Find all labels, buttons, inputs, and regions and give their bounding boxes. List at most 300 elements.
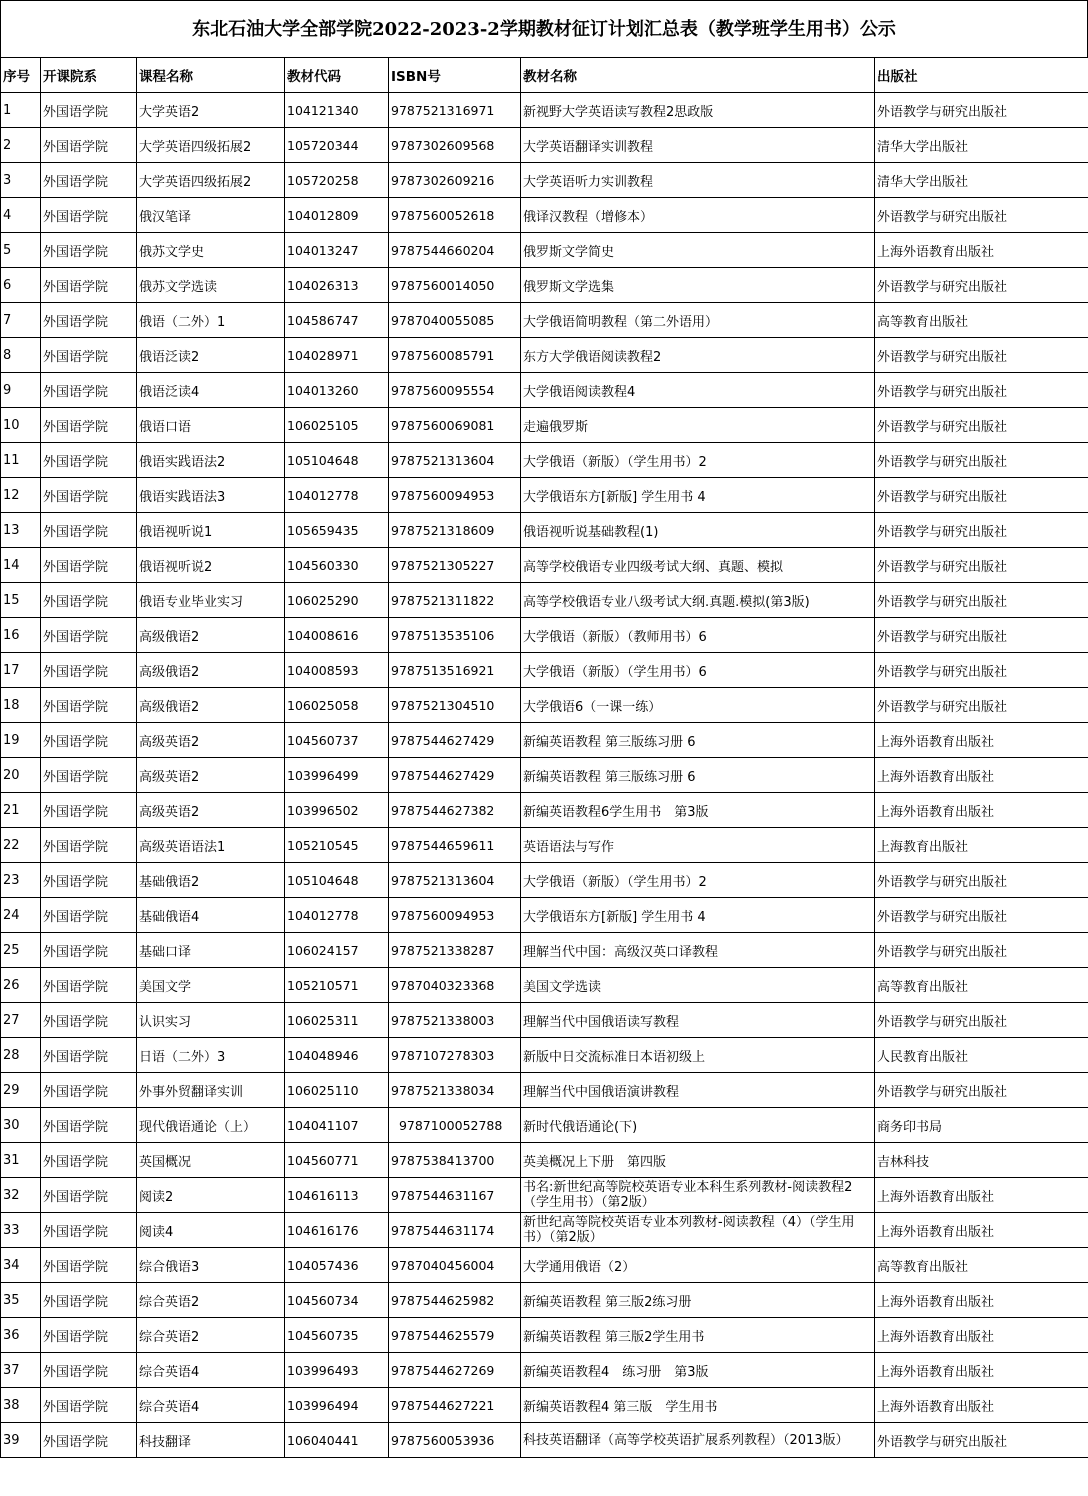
table-row	[1, 408, 1088, 443]
cell-course-name: 综合英语2	[137, 1318, 285, 1353]
cell-row-index: 19	[1, 723, 41, 758]
cell-row-index: 10	[1, 408, 41, 443]
cell-course-name: 日语（二外）3	[137, 1038, 285, 1073]
table-body	[1, 93, 1088, 1458]
cell-isbn: 9787544631167	[389, 1178, 521, 1213]
cell-course-name: 大学英语四级拓展2	[137, 163, 285, 198]
cell-department: 外国语学院	[41, 1423, 137, 1458]
cell-course-name: 俄苏文学选读	[137, 268, 285, 303]
table-row	[1, 163, 1088, 198]
cell-department: 外国语学院	[41, 618, 137, 653]
cell-textbook-name: 新编英语教程6学生用书 第3版	[521, 793, 875, 828]
cell-isbn: 9787521338034	[389, 1073, 521, 1108]
table-row	[1, 1213, 1088, 1248]
cell-textbook-name: 俄语视听说基础教程(1)	[521, 513, 875, 548]
cell-textbook-name: 大学英语翻译实训教程	[521, 128, 875, 163]
cell-textbook-name: 走遍俄罗斯	[521, 408, 875, 443]
cell-isbn: 9787560014050	[389, 268, 521, 303]
cell-publisher: 上海外语教育出版社	[875, 1178, 1088, 1213]
cell-textbook-code: 104026313	[285, 268, 389, 303]
cell-publisher: 上海外语教育出版社	[875, 1353, 1088, 1388]
cell-textbook-name: 新编英语教程 第三版练习册 6	[521, 758, 875, 793]
cell-textbook-name: 大学俄语东方[新版] 学生用书 4	[521, 898, 875, 933]
cell-textbook-name: 高等学校俄语专业四级考试大纲、真题、模拟	[521, 548, 875, 583]
cell-textbook-name: 英美概况上下册 第四版	[521, 1143, 875, 1178]
cell-textbook-code: 106025290	[285, 583, 389, 618]
cell-textbook-name: 大学通用俄语（2）	[521, 1248, 875, 1283]
table-row	[1, 968, 1088, 1003]
cell-course-name: 英国概况	[137, 1143, 285, 1178]
cell-isbn: 9787100052788	[389, 1108, 521, 1143]
cell-publisher: 外语教学与研究出版社	[875, 688, 1088, 723]
cell-textbook-name: 东方大学俄语阅读教程2	[521, 338, 875, 373]
cell-row-index: 25	[1, 933, 41, 968]
cell-department: 外国语学院	[41, 758, 137, 793]
cell-row-index: 5	[1, 233, 41, 268]
cell-row-index: 27	[1, 1003, 41, 1038]
cell-department: 外国语学院	[41, 1213, 137, 1248]
table-row	[1, 1283, 1088, 1318]
cell-course-name: 外事外贸翻译实训	[137, 1073, 285, 1108]
cell-department: 外国语学院	[41, 723, 137, 758]
cell-isbn: 9787560052618	[389, 198, 521, 233]
cell-publisher: 外语教学与研究出版社	[875, 93, 1088, 128]
table-row	[1, 1388, 1088, 1423]
cell-isbn: 9787107278303	[389, 1038, 521, 1073]
cell-isbn: 9787521311822	[389, 583, 521, 618]
cell-publisher: 高等教育出版社	[875, 303, 1088, 338]
cell-row-index: 29	[1, 1073, 41, 1108]
cell-course-name: 高级英语2	[137, 723, 285, 758]
cell-department: 外国语学院	[41, 793, 137, 828]
table-row	[1, 1038, 1088, 1073]
cell-publisher: 外语教学与研究出版社	[875, 898, 1088, 933]
cell-department: 外国语学院	[41, 198, 137, 233]
cell-publisher: 外语教学与研究出版社	[875, 268, 1088, 303]
cell-textbook-code: 104028971	[285, 338, 389, 373]
cell-publisher: 上海外语教育出版社	[875, 1318, 1088, 1353]
page-title: 东北石油大学全部学院2022-2023-2学期教材征订计划汇总表（教学班学生用书）公示	[0, 0, 1088, 57]
cell-course-name: 阅读2	[137, 1178, 285, 1213]
cell-textbook-code: 105720344	[285, 128, 389, 163]
cell-textbook-name: 新版中日交流标准日本语初级上	[521, 1038, 875, 1073]
cell-isbn: 9787521318609	[389, 513, 521, 548]
cell-isbn: 9787560094953	[389, 898, 521, 933]
cell-row-index: 34	[1, 1248, 41, 1283]
cell-course-name: 综合英语2	[137, 1283, 285, 1318]
cell-publisher: 上海外语教育出版社	[875, 758, 1088, 793]
cell-isbn: 9787544627429	[389, 723, 521, 758]
cell-department: 外国语学院	[41, 1003, 137, 1038]
cell-textbook-code: 105104648	[285, 443, 389, 478]
cell-textbook-code: 104008616	[285, 618, 389, 653]
table-row	[1, 338, 1088, 373]
header-col-isbn: ISBN号	[389, 58, 521, 93]
cell-textbook-name: 理解当代中国俄语读写教程	[521, 1003, 875, 1038]
cell-textbook-name: 大学英语听力实训教程	[521, 163, 875, 198]
cell-department: 外国语学院	[41, 863, 137, 898]
cell-textbook-name: 科技英语翻译（高等学校英语扩展系列教程）（2013版）	[521, 1423, 875, 1458]
cell-publisher: 外语教学与研究出版社	[875, 548, 1088, 583]
cell-publisher: 上海外语教育出版社	[875, 723, 1088, 758]
cell-isbn: 9787560053936	[389, 1423, 521, 1458]
cell-textbook-code: 106040441	[285, 1423, 389, 1458]
cell-textbook-name: 大学俄语（新版）（教师用书）6	[521, 618, 875, 653]
cell-textbook-name: 新编英语教程4 练习册 第3版	[521, 1353, 875, 1388]
cell-row-index: 36	[1, 1318, 41, 1353]
cell-course-name: 高级英语2	[137, 793, 285, 828]
header-col-department: 开课院系	[41, 58, 137, 93]
table-row	[1, 1423, 1088, 1458]
cell-textbook-name: 理解当代中国俄语演讲教程	[521, 1073, 875, 1108]
cell-textbook-name: 大学俄语简明教程（第二外语用）	[521, 303, 875, 338]
cell-textbook-code: 104012778	[285, 478, 389, 513]
cell-isbn: 9787040055085	[389, 303, 521, 338]
cell-textbook-code: 104560330	[285, 548, 389, 583]
cell-publisher: 人民教育出版社	[875, 1038, 1088, 1073]
cell-course-name: 综合俄语3	[137, 1248, 285, 1283]
cell-textbook-code: 106024157	[285, 933, 389, 968]
cell-isbn: 9787544625982	[389, 1283, 521, 1318]
table-row	[1, 933, 1088, 968]
cell-course-name: 俄汉笔译	[137, 198, 285, 233]
cell-textbook-code: 105210571	[285, 968, 389, 1003]
cell-isbn: 9787544627269	[389, 1353, 521, 1388]
cell-department: 外国语学院	[41, 898, 137, 933]
cell-row-index: 9	[1, 373, 41, 408]
cell-department: 外国语学院	[41, 688, 137, 723]
cell-department: 外国语学院	[41, 233, 137, 268]
cell-row-index: 17	[1, 653, 41, 688]
cell-publisher: 外语教学与研究出版社	[875, 338, 1088, 373]
cell-textbook-code: 104616113	[285, 1178, 389, 1213]
header-col-publisher: 出版社	[875, 58, 1088, 93]
cell-publisher: 外语教学与研究出版社	[875, 1423, 1088, 1458]
cell-row-index: 31	[1, 1143, 41, 1178]
header-col-course-name: 课程名称	[137, 58, 285, 93]
cell-textbook-name: 大学俄语东方[新版] 学生用书 4	[521, 478, 875, 513]
cell-publisher: 外语教学与研究出版社	[875, 618, 1088, 653]
cell-textbook-name: 大学俄语（新版）（学生用书）6	[521, 653, 875, 688]
cell-row-index: 13	[1, 513, 41, 548]
cell-course-name: 俄语泛读2	[137, 338, 285, 373]
cell-textbook-name: 大学俄语阅读教程4	[521, 373, 875, 408]
cell-textbook-code: 105104648	[285, 863, 389, 898]
table-row	[1, 1143, 1088, 1178]
cell-row-index: 35	[1, 1283, 41, 1318]
cell-textbook-code: 106025110	[285, 1073, 389, 1108]
cell-department: 外国语学院	[41, 548, 137, 583]
table-row	[1, 1353, 1088, 1388]
cell-department: 外国语学院	[41, 1073, 137, 1108]
table-row	[1, 583, 1088, 618]
cell-department: 外国语学院	[41, 93, 137, 128]
cell-department: 外国语学院	[41, 1283, 137, 1318]
cell-textbook-code: 106025058	[285, 688, 389, 723]
cell-publisher: 高等教育出版社	[875, 1248, 1088, 1283]
cell-course-name: 现代俄语通论（上）	[137, 1108, 285, 1143]
cell-row-index: 26	[1, 968, 41, 1003]
cell-textbook-name: 书名:新世纪高等院校英语专业本科生系列教材-阅读教程2（学生用书）（第2版）	[521, 1178, 875, 1213]
cell-row-index: 4	[1, 198, 41, 233]
table-row	[1, 1073, 1088, 1108]
cell-course-name: 俄语口语	[137, 408, 285, 443]
cell-isbn: 9787544627429	[389, 758, 521, 793]
table-row	[1, 723, 1088, 758]
table-row	[1, 1003, 1088, 1038]
cell-textbook-code: 103996502	[285, 793, 389, 828]
cell-isbn: 9787040456004	[389, 1248, 521, 1283]
cell-course-name: 综合英语4	[137, 1353, 285, 1388]
cell-textbook-name: 俄罗斯文学简史	[521, 233, 875, 268]
cell-isbn: 9787521305227	[389, 548, 521, 583]
cell-department: 外国语学院	[41, 338, 137, 373]
cell-textbook-code: 104560735	[285, 1318, 389, 1353]
cell-textbook-code: 104616176	[285, 1213, 389, 1248]
cell-textbook-code: 104121340	[285, 93, 389, 128]
cell-textbook-code: 105720258	[285, 163, 389, 198]
cell-row-index: 32	[1, 1178, 41, 1213]
cell-textbook-code: 105210545	[285, 828, 389, 863]
cell-department: 外国语学院	[41, 1388, 137, 1423]
cell-row-index: 18	[1, 688, 41, 723]
cell-textbook-code: 106025105	[285, 408, 389, 443]
cell-department: 外国语学院	[41, 1248, 137, 1283]
cell-publisher: 商务印书局	[875, 1108, 1088, 1143]
cell-textbook-code: 104013247	[285, 233, 389, 268]
cell-textbook-name: 新编英语教程 第三版2学生用书	[521, 1318, 875, 1353]
table-row	[1, 1178, 1088, 1213]
cell-course-name: 科技翻译	[137, 1423, 285, 1458]
cell-course-name: 高级俄语2	[137, 618, 285, 653]
cell-isbn: 9787538413700	[389, 1143, 521, 1178]
cell-course-name: 俄语视听说2	[137, 548, 285, 583]
table-row	[1, 548, 1088, 583]
cell-course-name: 高级英语2	[137, 758, 285, 793]
cell-textbook-name: 英语语法与写作	[521, 828, 875, 863]
cell-course-name: 俄语专业毕业实习	[137, 583, 285, 618]
table-row	[1, 758, 1088, 793]
cell-course-name: 俄语视听说1	[137, 513, 285, 548]
cell-isbn: 9787521313604	[389, 443, 521, 478]
cell-publisher: 外语教学与研究出版社	[875, 933, 1088, 968]
cell-department: 外国语学院	[41, 933, 137, 968]
cell-publisher: 外语教学与研究出版社	[875, 653, 1088, 688]
cell-textbook-code: 106025311	[285, 1003, 389, 1038]
cell-course-name: 美国文学	[137, 968, 285, 1003]
cell-course-name: 基础口译	[137, 933, 285, 968]
cell-isbn: 9787544627382	[389, 793, 521, 828]
cell-row-index: 3	[1, 163, 41, 198]
cell-row-index: 22	[1, 828, 41, 863]
cell-publisher: 吉林科技	[875, 1143, 1088, 1178]
cell-row-index: 14	[1, 548, 41, 583]
cell-textbook-name: 俄罗斯文学选集	[521, 268, 875, 303]
cell-course-name: 综合英语4	[137, 1388, 285, 1423]
cell-textbook-name: 俄译汉教程（增修本）	[521, 198, 875, 233]
cell-row-index: 24	[1, 898, 41, 933]
cell-textbook-code: 104057436	[285, 1248, 389, 1283]
cell-course-name: 大学英语四级拓展2	[137, 128, 285, 163]
cell-textbook-name: 新编英语教程 第三版练习册 6	[521, 723, 875, 758]
cell-isbn: 9787302609216	[389, 163, 521, 198]
cell-textbook-code: 104048946	[285, 1038, 389, 1073]
cell-isbn: 9787521338003	[389, 1003, 521, 1038]
cell-publisher: 清华大学出版社	[875, 128, 1088, 163]
cell-row-index: 15	[1, 583, 41, 618]
cell-publisher: 外语教学与研究出版社	[875, 1003, 1088, 1038]
cell-course-name: 阅读4	[137, 1213, 285, 1248]
cell-publisher: 清华大学出版社	[875, 163, 1088, 198]
cell-isbn: 9787560069081	[389, 408, 521, 443]
cell-course-name: 高级俄语2	[137, 688, 285, 723]
cell-publisher: 外语教学与研究出版社	[875, 198, 1088, 233]
cell-publisher: 外语教学与研究出版社	[875, 408, 1088, 443]
header-row	[1, 58, 1088, 93]
cell-textbook-name: 新世纪高等院校英语专业本列教材-阅读教程（4）（学生用书）（第2版）	[521, 1213, 875, 1248]
table-row	[1, 1248, 1088, 1283]
table-row	[1, 443, 1088, 478]
cell-publisher: 上海外语教育出版社	[875, 1388, 1088, 1423]
cell-textbook-name: 大学俄语6（一课一练）	[521, 688, 875, 723]
cell-row-index: 11	[1, 443, 41, 478]
cell-publisher: 上海外语教育出版社	[875, 793, 1088, 828]
table-row	[1, 1318, 1088, 1353]
table-row	[1, 93, 1088, 128]
cell-row-index: 7	[1, 303, 41, 338]
table-row	[1, 373, 1088, 408]
cell-course-name: 俄语实践语法3	[137, 478, 285, 513]
cell-textbook-code: 105659435	[285, 513, 389, 548]
cell-isbn: 9787560094953	[389, 478, 521, 513]
cell-course-name: 高级英语语法1	[137, 828, 285, 863]
cell-textbook-name: 理解当代中国：高级汉英口译教程	[521, 933, 875, 968]
cell-course-name: 基础俄语2	[137, 863, 285, 898]
header-col-textbook-code: 教材代码	[285, 58, 389, 93]
cell-department: 外国语学院	[41, 1318, 137, 1353]
table-row	[1, 303, 1088, 338]
cell-department: 外国语学院	[41, 373, 137, 408]
table-row	[1, 478, 1088, 513]
cell-isbn: 9787560095554	[389, 373, 521, 408]
cell-isbn: 9787521304510	[389, 688, 521, 723]
cell-course-name: 高级俄语2	[137, 653, 285, 688]
cell-textbook-code: 104041107	[285, 1108, 389, 1143]
cell-row-index: 16	[1, 618, 41, 653]
cell-textbook-name: 新时代俄语通论(下)	[521, 1108, 875, 1143]
cell-isbn: 9787544631174	[389, 1213, 521, 1248]
cell-course-name: 基础俄语4	[137, 898, 285, 933]
cell-course-name: 俄语（二外）1	[137, 303, 285, 338]
cell-textbook-code: 104560737	[285, 723, 389, 758]
cell-department: 外国语学院	[41, 128, 137, 163]
cell-department: 外国语学院	[41, 268, 137, 303]
table-row	[1, 1108, 1088, 1143]
cell-course-name: 认识实习	[137, 1003, 285, 1038]
cell-department: 外国语学院	[41, 478, 137, 513]
cell-department: 外国语学院	[41, 1143, 137, 1178]
cell-textbook-name: 新编英语教程4 第三版 学生用书	[521, 1388, 875, 1423]
cell-isbn: 9787544627221	[389, 1388, 521, 1423]
cell-publisher: 外语教学与研究出版社	[875, 513, 1088, 548]
cell-department: 外国语学院	[41, 583, 137, 618]
cell-textbook-code: 104012809	[285, 198, 389, 233]
cell-publisher: 外语教学与研究出版社	[875, 373, 1088, 408]
table-row	[1, 513, 1088, 548]
cell-course-name: 俄语泛读4	[137, 373, 285, 408]
cell-row-index: 39	[1, 1423, 41, 1458]
table-row	[1, 688, 1088, 723]
cell-isbn: 9787521316971	[389, 93, 521, 128]
cell-department: 外国语学院	[41, 968, 137, 1003]
cell-textbook-code: 104008593	[285, 653, 389, 688]
cell-isbn: 9787544625579	[389, 1318, 521, 1353]
cell-publisher: 上海教育出版社	[875, 828, 1088, 863]
cell-department: 外国语学院	[41, 1178, 137, 1213]
cell-department: 外国语学院	[41, 1108, 137, 1143]
cell-department: 外国语学院	[41, 1038, 137, 1073]
cell-row-index: 23	[1, 863, 41, 898]
cell-department: 外国语学院	[41, 828, 137, 863]
cell-row-index: 37	[1, 1353, 41, 1388]
table-row	[1, 828, 1088, 863]
cell-textbook-name: 大学俄语（新版）（学生用书）2	[521, 863, 875, 898]
cell-department: 外国语学院	[41, 513, 137, 548]
header-col-index: 序号	[1, 58, 41, 93]
cell-isbn: 9787513516921	[389, 653, 521, 688]
cell-textbook-name: 美国文学选读	[521, 968, 875, 1003]
cell-textbook-code: 104586747	[285, 303, 389, 338]
cell-publisher: 上海外语教育出版社	[875, 1283, 1088, 1318]
cell-row-index: 6	[1, 268, 41, 303]
table-row	[1, 863, 1088, 898]
cell-isbn: 9787040323368	[389, 968, 521, 1003]
cell-row-index: 12	[1, 478, 41, 513]
cell-isbn: 9787560085791	[389, 338, 521, 373]
cell-department: 外国语学院	[41, 1353, 137, 1388]
cell-isbn: 9787513535106	[389, 618, 521, 653]
cell-isbn: 9787521313604	[389, 863, 521, 898]
cell-publisher: 上海外语教育出版社	[875, 1213, 1088, 1248]
table-row	[1, 653, 1088, 688]
cell-textbook-code: 104560771	[285, 1143, 389, 1178]
cell-textbook-name: 新视野大学英语读写教程2思政版	[521, 93, 875, 128]
cell-course-name: 大学英语2	[137, 93, 285, 128]
cell-isbn: 9787544660204	[389, 233, 521, 268]
cell-textbook-code: 103996494	[285, 1388, 389, 1423]
cell-course-name: 俄苏文学史	[137, 233, 285, 268]
cell-textbook-code: 104560734	[285, 1283, 389, 1318]
cell-textbook-code: 103996499	[285, 758, 389, 793]
table-row	[1, 793, 1088, 828]
cell-department: 外国语学院	[41, 163, 137, 198]
cell-textbook-name: 大学俄语（新版）（学生用书）2	[521, 443, 875, 478]
cell-row-index: 20	[1, 758, 41, 793]
cell-department: 外国语学院	[41, 408, 137, 443]
cell-textbook-name: 高等学校俄语专业八级考试大纲.真题.模拟(第3版)	[521, 583, 875, 618]
cell-row-index: 28	[1, 1038, 41, 1073]
cell-department: 外国语学院	[41, 443, 137, 478]
cell-department: 外国语学院	[41, 303, 137, 338]
cell-row-index: 38	[1, 1388, 41, 1423]
cell-isbn: 9787302609568	[389, 128, 521, 163]
cell-textbook-code: 103996493	[285, 1353, 389, 1388]
cell-textbook-name: 新编英语教程 第三版2练习册	[521, 1283, 875, 1318]
table-row	[1, 618, 1088, 653]
cell-row-index: 8	[1, 338, 41, 373]
table-row	[1, 198, 1088, 233]
cell-department: 外国语学院	[41, 653, 137, 688]
